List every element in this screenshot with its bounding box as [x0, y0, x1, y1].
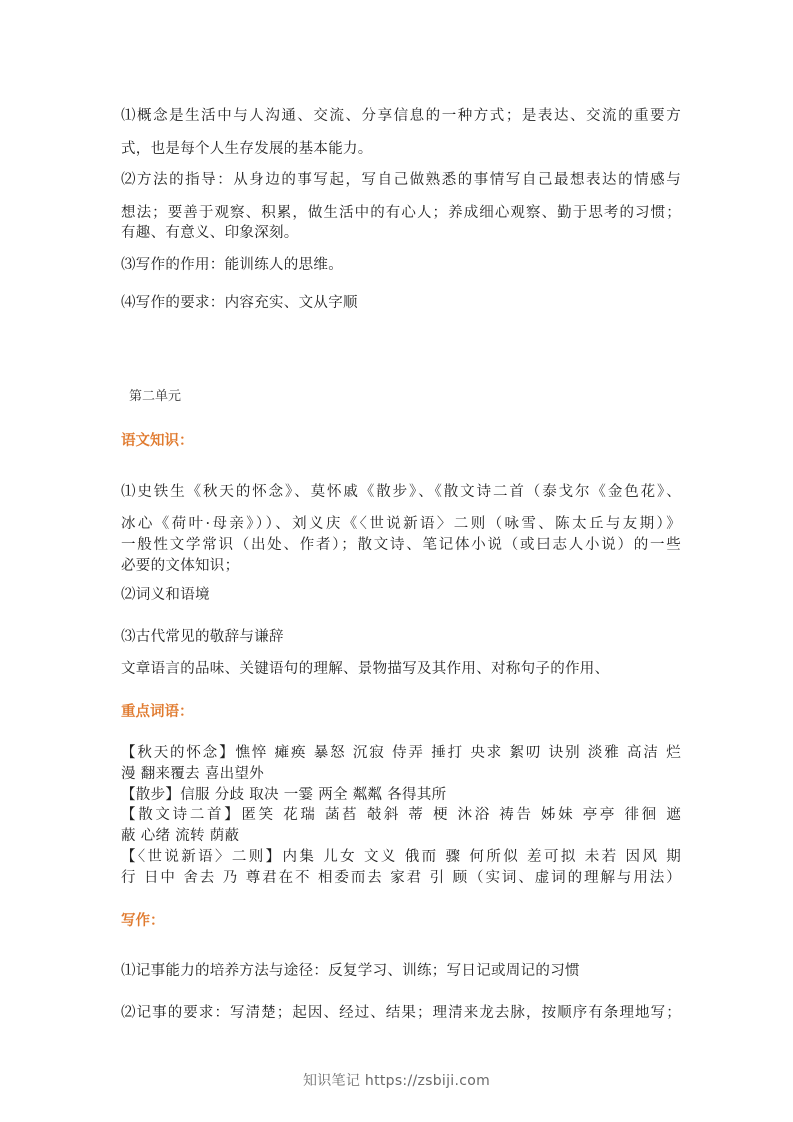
vocab-line-5: 蔽 心绪 流转 荫蔽 [121, 828, 240, 844]
method-line-2: 想法；要善于观察、积累，做生活中的有心人；养成细心观察、勤于思考的习惯； [121, 205, 681, 221]
method-line-1: ⑵方法的指导：从身边的事写起，写自己做熟悉的事情写自己最想表达的情感与 [121, 172, 681, 188]
writing-heading: 写作： [121, 912, 165, 929]
concept-line-2: 式，也是每个人生存发展的基本能力。 [121, 141, 373, 157]
knowledge-line-1: ⑴史铁生《秋天的怀念》、莫怀戚《散步》、《散文诗二首（泰戈尔《金色花》、 [121, 484, 681, 500]
writing-line-1: ⑴记事能力的培养方法与途径：反复学习、训练；写日记或周记的习惯 [121, 963, 580, 979]
knowledge-line-2: 冰心《荷叶·母亲》））、刘义庆《〈世说新语〉二则（咏雪、陈太丘与友期）》 [121, 516, 681, 532]
knowledge-line-3: 一般性文学常识（出处、作者）；散文诗、笔记体小说（或曰志人小说）的一些 [121, 537, 681, 553]
writing-line-2: ⑵记事的要求：写清楚；起因、经过、结果；理清来龙去脉，按顺序有条理地写； [121, 1005, 681, 1021]
vocab-line-6: 【〈世说新语〉二则】内集 儿女 文义 俄而 骤 何所似 差可拟 未若 因风 期 [121, 849, 681, 865]
method-line-3: 有趣、有意义、印象深刻。 [121, 225, 299, 241]
vocab-line-3: 【散步】信服 分歧 取决 一霎 两全 粼粼 各得其所 [121, 787, 447, 803]
knowledge-line-7: 文章语言的品味、关键语句的理解、景物描写及其作用、对称句子的作用、 [121, 661, 610, 677]
vocab-heading: 重点词语： [121, 703, 194, 720]
knowledge-line-6: ⑶古代常见的敬辞与谦辞 [121, 629, 284, 645]
vocab-line-2: 漫 翻来覆去 喜出望外 [121, 766, 265, 782]
requirement-line: ⑷写作的要求：内容充实、文从字顺 [121, 295, 358, 311]
vocab-line-1: 【秋天的怀念】憔悴 瘫痪 暴怒 沉寂 侍弄 捶打 央求 絮叨 诀别 淡雅 高洁 烂 [121, 745, 681, 761]
knowledge-heading: 语文知识： [121, 432, 194, 449]
function-line: ⑶写作的作用：能训练人的思维。 [121, 257, 343, 273]
knowledge-line-5: ⑵词义和语境 [121, 587, 210, 603]
vocab-line-7: 行 日中 舍去 乃 尊君在不 相委而去 家君 引 顾（实词、虚词的理解与用法） [121, 870, 681, 886]
concept-line-1: ⑴概念是生活中与人沟通、交流、分享信息的一种方式；是表达、交流的重要方 [121, 108, 681, 124]
footer-watermark: 知识笔记 https://zsbiji.com [302, 1073, 491, 1089]
unit-title: 第二单元 [129, 389, 182, 404]
knowledge-line-4: 必要的文体知识； [121, 558, 240, 574]
vocab-line-4: 【散文诗二首】匿笑 花瑞 菡萏 攲斜 蒂 梗 沐浴 祷告 姊妹 亭亭 徘徊 遮 [121, 807, 681, 823]
